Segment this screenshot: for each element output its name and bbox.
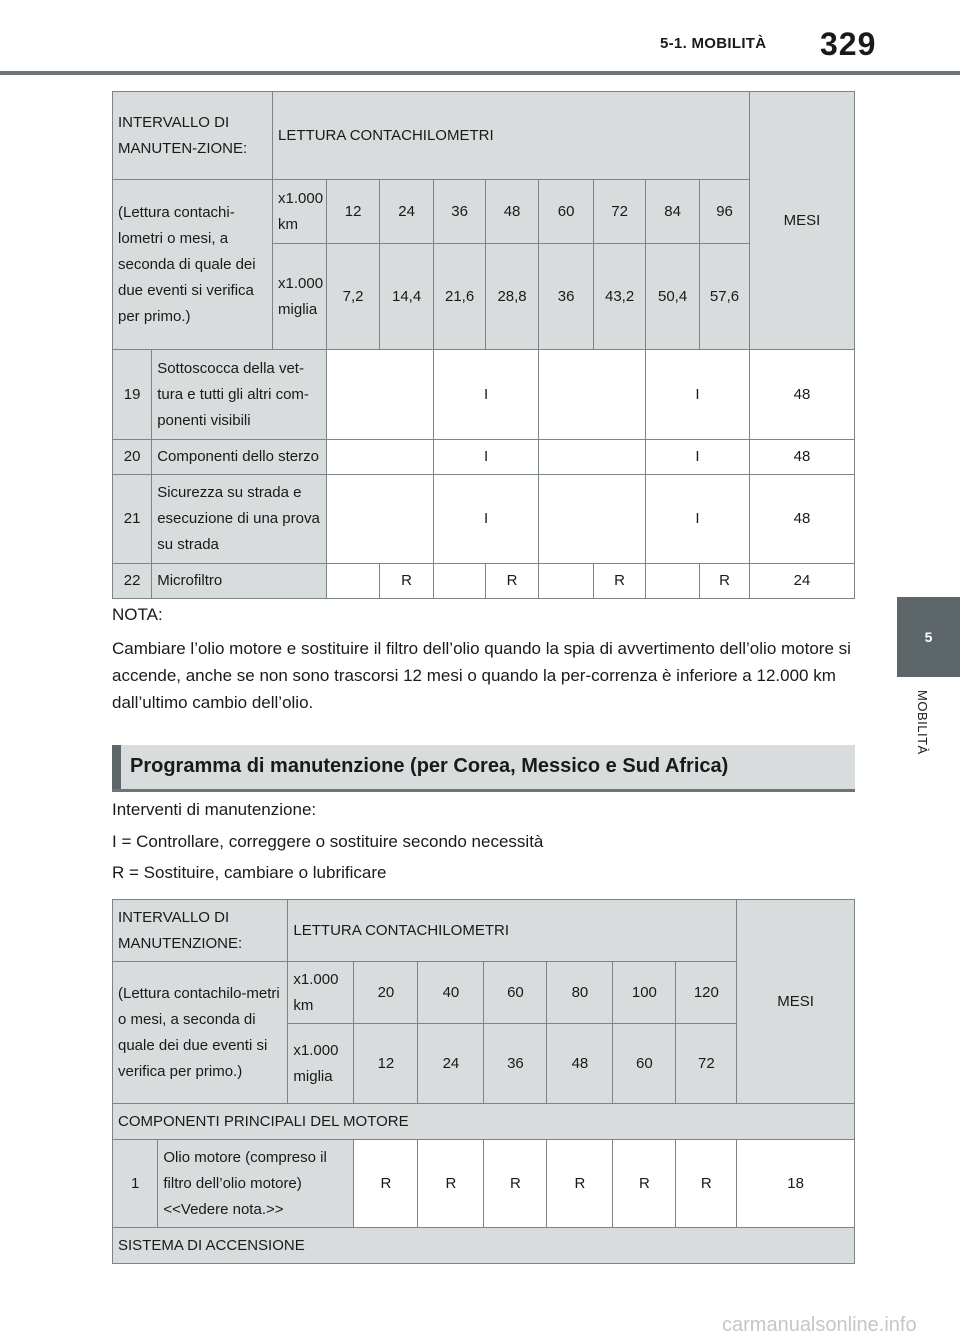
- km-value: 60: [484, 962, 547, 1024]
- row-number: 19: [113, 350, 152, 440]
- group-heading: COMPONENTI PRINCIPALI DEL MOTORE: [113, 1104, 855, 1140]
- interval-cell: R: [354, 1140, 418, 1228]
- interval-cell: R: [418, 1140, 484, 1228]
- row-item: Microfiltro: [152, 564, 327, 599]
- row-number: 22: [113, 564, 152, 599]
- table-row: [113, 1140, 855, 1228]
- row-number: 20: [113, 440, 152, 475]
- km-value: 120: [676, 962, 737, 1024]
- mile-value: 48: [547, 1024, 613, 1104]
- months-label: MESI: [749, 92, 854, 350]
- mile-value: 36: [484, 1024, 547, 1104]
- km-unit: x1.000 km: [273, 180, 327, 244]
- table-row: [113, 564, 855, 599]
- legend-intro: Interventi di manutenzione:: [112, 800, 317, 819]
- miles-unit: x1.000 miglia: [288, 1024, 354, 1104]
- row-months: 48: [749, 475, 854, 564]
- interval-cell: [327, 475, 434, 564]
- months-label: MESI: [737, 900, 855, 1104]
- table-row: [113, 350, 855, 440]
- legend-r: R = Sostituire, cambiare o lubrificare: [112, 863, 387, 882]
- interval-cell: [539, 350, 646, 440]
- row-months: 24: [749, 564, 854, 599]
- reading-note: (Lettura contachilo-metri o mesi, a seconda di quale dei due eventi si verifica per primo.): [113, 962, 288, 1104]
- row-number: 1: [113, 1140, 158, 1228]
- interval-cell: I: [646, 475, 750, 564]
- interval-cell: [327, 564, 380, 599]
- maintenance-table-1: [112, 91, 855, 599]
- row-number: 21: [113, 475, 152, 564]
- km-value: 84: [646, 180, 700, 244]
- row-months: 48: [749, 440, 854, 475]
- reading-note: (Lettura contachi-lometri o mesi, a seconda di quale dei due eventi si verifica per primo.): [113, 180, 273, 350]
- interval-cell: I: [434, 440, 539, 475]
- mile-value: 24: [418, 1024, 484, 1104]
- interval-cell: I: [434, 475, 539, 564]
- odometer-label: LETTURA CONTACHILOMETRI: [273, 92, 750, 180]
- km-value: 24: [380, 180, 434, 244]
- interval-cell: R: [700, 564, 750, 599]
- section-banner: [112, 745, 855, 792]
- row-item: Olio motore (compreso il filtro dell’olio motore) <<Vedere nota.>>: [158, 1140, 354, 1228]
- mile-value: 21,6: [434, 244, 486, 350]
- mile-value: 28,8: [486, 244, 539, 350]
- km-value: 72: [594, 180, 646, 244]
- row-months: 48: [749, 350, 854, 440]
- mile-value: 14,4: [380, 244, 434, 350]
- interval-cell: R: [613, 1140, 676, 1228]
- km-value: 40: [418, 962, 484, 1024]
- mile-value: 36: [539, 244, 594, 350]
- interval-cell: [539, 475, 646, 564]
- km-value: 12: [327, 180, 380, 244]
- interval-cell: R: [380, 564, 434, 599]
- note-text: Cambiare l’olio motore e sostituire il filtro dell’olio quando la spia di avvertimento dell’olio motore si accende, anche se non sono trascorsi 12 mesi o quando la per-correnza è inferiore a 12.000 km dall’ultimo cambio dell’olio.: [112, 639, 851, 712]
- interval-cell: R: [676, 1140, 737, 1228]
- km-value: 36: [434, 180, 486, 244]
- interval-label: INTERVALLO DI MANUTENZIONE:: [113, 900, 288, 962]
- mile-value: 12: [354, 1024, 418, 1104]
- interval-cell: I: [646, 440, 750, 475]
- km-value: 60: [539, 180, 594, 244]
- mile-value: 60: [613, 1024, 676, 1104]
- km-value: 20: [354, 962, 418, 1024]
- mile-value: 50,4: [646, 244, 700, 350]
- group-heading: SISTEMA DI ACCENSIONE: [113, 1228, 855, 1264]
- interval-label: INTERVALLO DI MANUTEN-ZIONE:: [113, 92, 273, 180]
- header-divider: [0, 71, 960, 75]
- interval-cell: [434, 564, 486, 599]
- mile-value: 57,6: [700, 244, 750, 350]
- km-value: 96: [700, 180, 750, 244]
- interval-cell: [327, 350, 434, 440]
- note-label: NOTA:: [112, 605, 163, 624]
- legend-i: I = Controllare, correggere o sostituire secondo necessità: [112, 832, 544, 851]
- mile-value: 7,2: [327, 244, 380, 350]
- page-number: 329: [820, 26, 877, 62]
- maintenance-table-2: [112, 899, 855, 1264]
- interval-cell: R: [486, 564, 539, 599]
- mile-value: 43,2: [594, 244, 646, 350]
- odometer-label: LETTURA CONTACHILOMETRI: [288, 900, 737, 962]
- interval-cell: [327, 440, 434, 475]
- section-heading: Programma di manutenzione (per Corea, Messico e Sud Africa): [130, 755, 729, 777]
- km-value: 100: [613, 962, 676, 1024]
- interval-cell: [539, 440, 646, 475]
- km-value: 80: [547, 962, 613, 1024]
- interval-cell: [539, 564, 594, 599]
- km-value: 48: [486, 180, 539, 244]
- miles-unit: x1.000 miglia: [273, 244, 327, 350]
- interval-cell: R: [594, 564, 646, 599]
- mile-value: 72: [676, 1024, 737, 1104]
- chapter-label: MOBILITÀ: [915, 690, 930, 755]
- banner-accent: [112, 745, 121, 789]
- interval-cell: R: [547, 1140, 613, 1228]
- row-item: Sicurezza su strada e esecuzione di una prova su strada: [152, 475, 327, 564]
- chapter-tab[interactable]: 5: [897, 597, 960, 677]
- section-title: 5-1. MOBILITÀ: [660, 35, 767, 52]
- interval-cell: [646, 564, 700, 599]
- row-item: Componenti dello sterzo: [152, 440, 327, 475]
- interval-cell: R: [484, 1140, 547, 1228]
- table-row: [113, 475, 855, 564]
- km-unit: x1.000 km: [288, 962, 354, 1024]
- row-months: 18: [737, 1140, 855, 1228]
- watermark: carmanualsonline.info: [722, 1314, 917, 1336]
- interval-cell: I: [434, 350, 539, 440]
- interval-cell: I: [646, 350, 750, 440]
- table-row: [113, 440, 855, 475]
- row-item: Sottoscocca della vet-tura e tutti gli altri com-ponenti visibili: [152, 350, 327, 440]
